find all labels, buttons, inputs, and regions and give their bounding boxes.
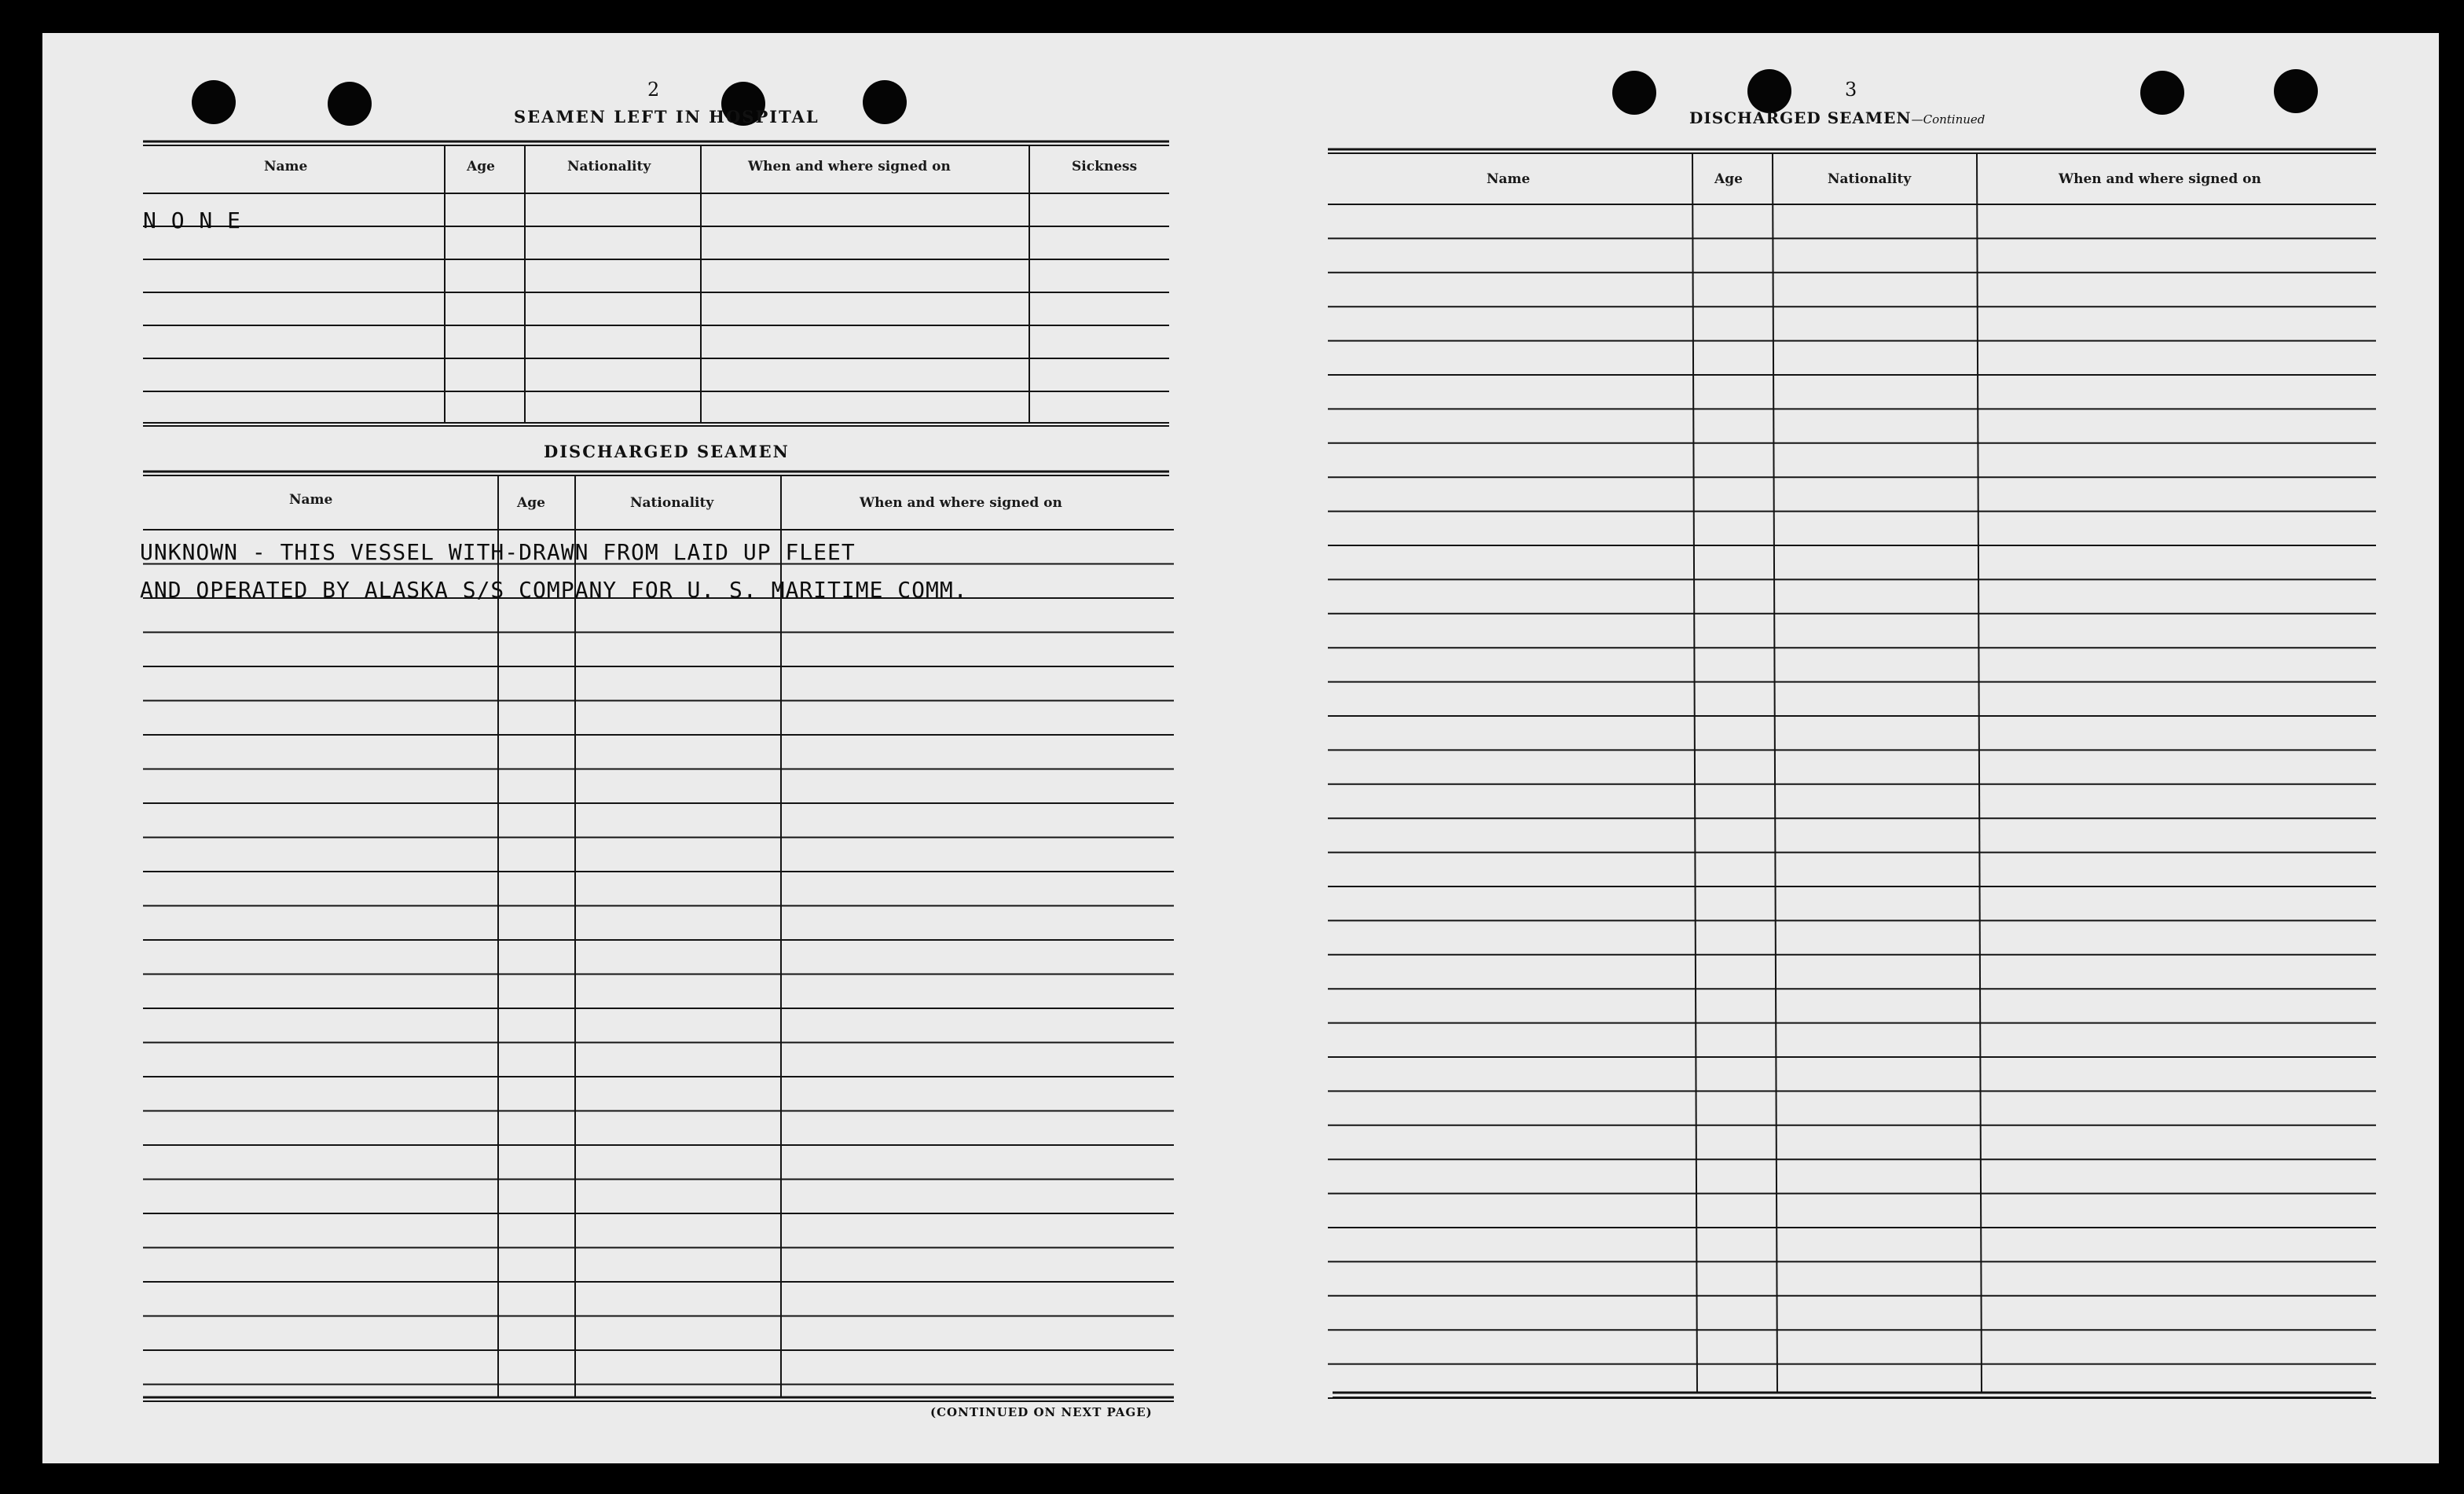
rule-column: [1692, 153, 1697, 1393]
right-col-name: Name: [1487, 171, 1531, 187]
discharged-section-title: DISCHARGED SEAMEN: [544, 442, 790, 461]
right-col-age: Age: [1714, 171, 1743, 187]
hospital-section-title: SEAMEN LEFT IN HOSPITAL: [514, 107, 820, 127]
page-number-right: 3: [1845, 79, 1857, 101]
discharged-col-nationality: Nationality: [630, 495, 714, 511]
hospital-col-signed-on: When and where signed on: [748, 159, 951, 174]
right-page-title: [1689, 108, 1985, 127]
right-col-nationality: Nationality: [1828, 171, 1912, 187]
right-title-suffix: —Continued: [1911, 112, 1986, 127]
continued-footer: (CONTINUED ON NEXT PAGE): [930, 1405, 1153, 1419]
hospital-col-nationality: Nationality: [567, 159, 651, 174]
discharged-entry-line-1: UNKNOWN - THIS VESSEL WITH-DRAWN FROM LAID UP FLEET: [140, 539, 856, 565]
right-col-signed-on: When and where signed on: [2059, 171, 2261, 187]
rule-column: [1773, 153, 1777, 1393]
hospital-entry: N O N E: [143, 207, 242, 233]
hospital-col-sickness: Sickness: [1072, 159, 1138, 174]
ruled-lines: [42, 33, 2439, 1463]
hospital-col-name: Name: [264, 159, 308, 174]
page-number-left: 2: [647, 79, 660, 101]
right-title-main: DISCHARGED SEAMEN: [1689, 108, 1912, 127]
hospital-col-age: Age: [467, 159, 495, 174]
discharged-col-age: Age: [517, 495, 545, 511]
discharged-entry-line-2: AND OPERATED BY ALASKA S/S COMPANY FOR U. S. MARITIME COMM.: [140, 577, 968, 603]
discharged-col-name: Name: [289, 492, 333, 508]
document-sheet: [42, 33, 2439, 1463]
rule-column: [1977, 153, 1982, 1393]
discharged-col-signed-on: When and where signed on: [860, 495, 1062, 511]
